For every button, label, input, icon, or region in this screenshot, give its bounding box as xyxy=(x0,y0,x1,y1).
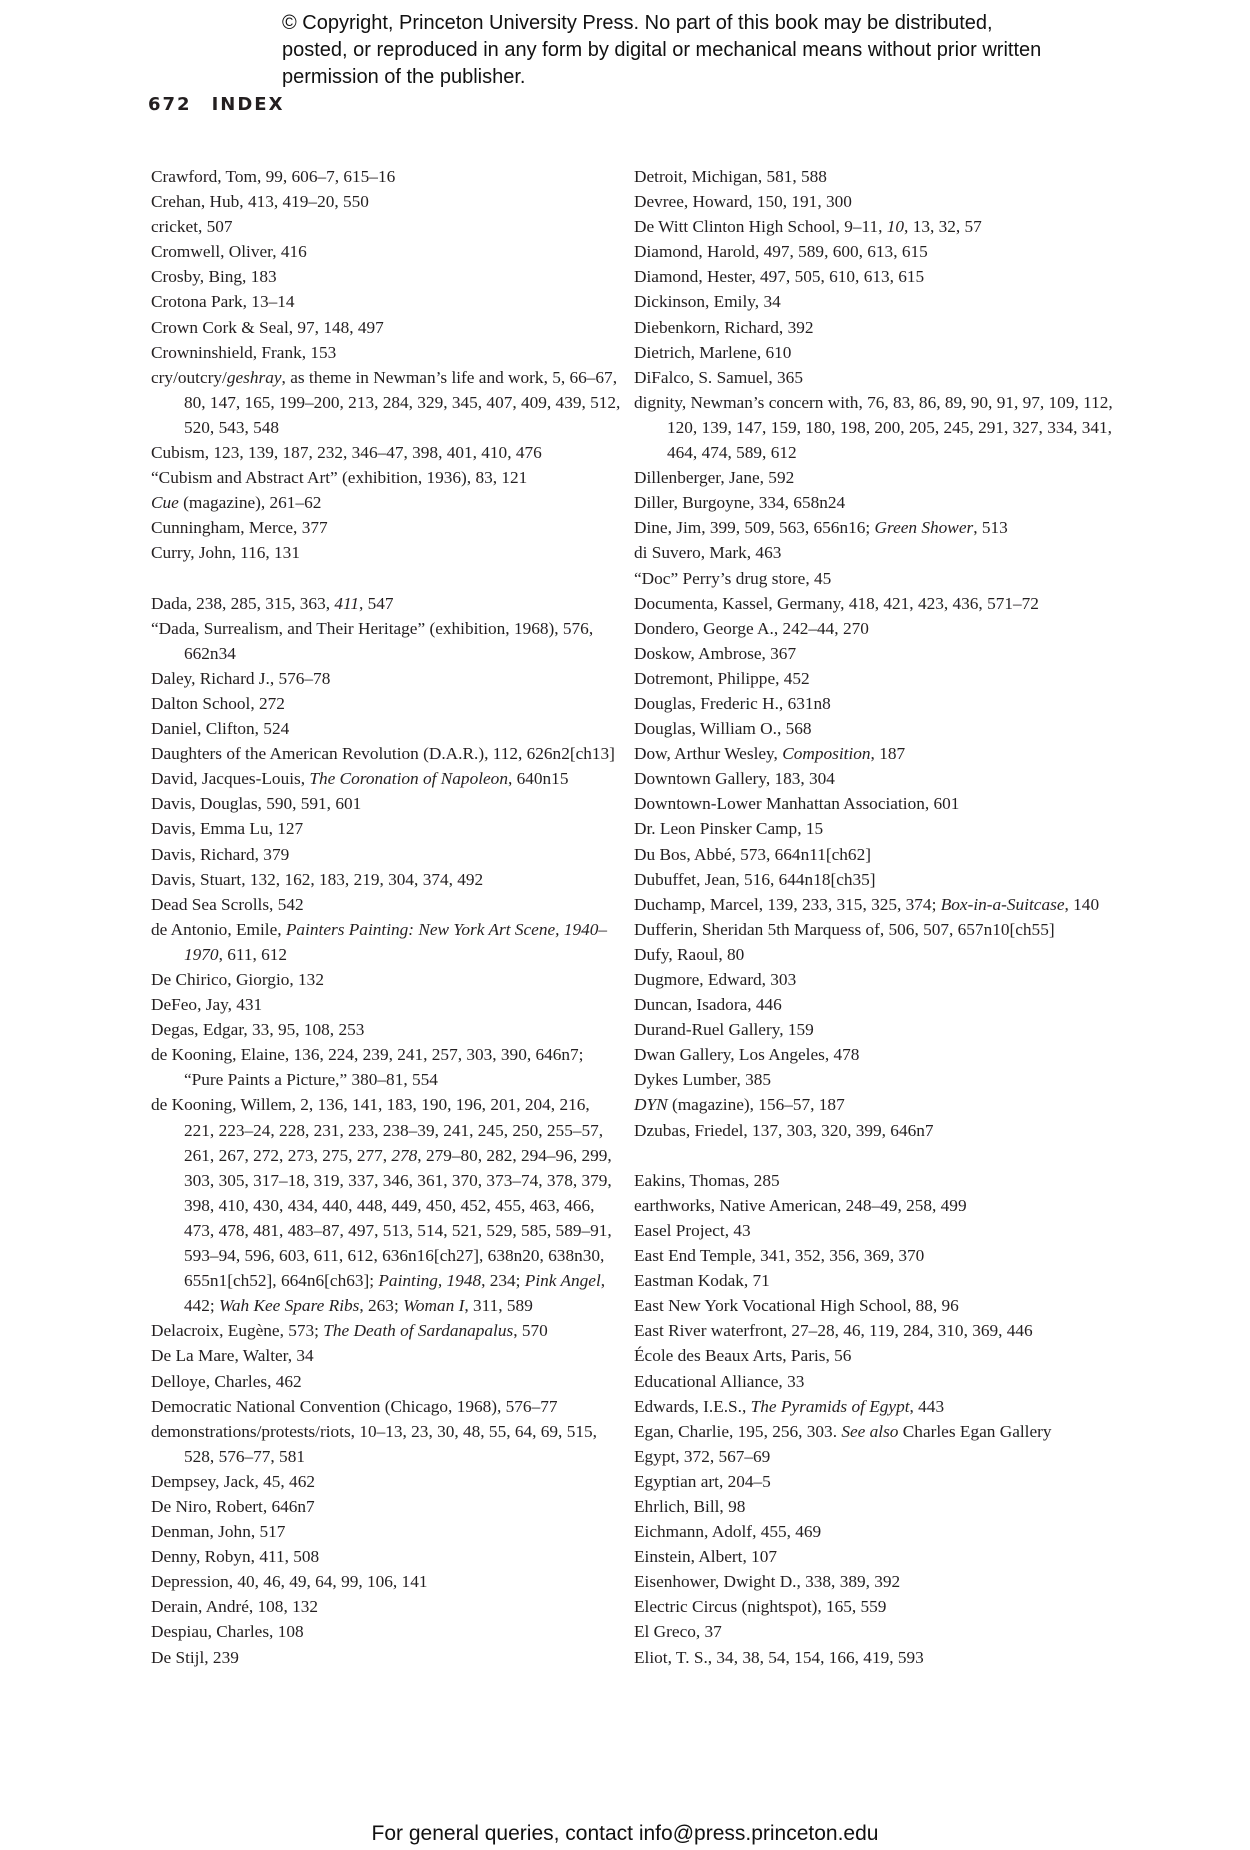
index-entry: Derain, André, 108, 132 xyxy=(151,1597,319,1617)
index-entry: Dietrich, Marlene, 610 xyxy=(634,342,792,362)
index-entry: de Antonio, Emile, Painters Painting: New York Art Scene, 1940–1970, 611, 612 xyxy=(151,919,608,964)
index-entry: Egypt, 372, 567–69 xyxy=(634,1446,771,1466)
index-entry: Crosby, Bing, 183 xyxy=(151,267,277,287)
index-entry: Cunningham, Merce, 377 xyxy=(151,518,328,538)
index-entry: Daniel, Clifton, 524 xyxy=(151,719,290,739)
running-title: INDEX xyxy=(211,94,285,115)
index-entry: Educational Alliance, 33 xyxy=(634,1371,805,1391)
index-entry: Diamond, Hester, 497, 505, 610, 613, 615 xyxy=(634,267,925,287)
index-entry: Ehrlich, Bill, 98 xyxy=(634,1496,746,1516)
index-entry: Crehan, Hub, 413, 419–20, 550 xyxy=(151,192,369,212)
index-entry: Documenta, Kassel, Germany, 418, 421, 423, 436, 571–72 xyxy=(634,593,1039,613)
index-entry: Durand-Ruel Gallery, 159 xyxy=(634,1020,814,1040)
letter-group-spacer xyxy=(151,566,621,591)
index-entry: Delacroix, Eugène, 573; The Death of Sardanapalus, 570 xyxy=(151,1321,548,1341)
index-entry: Dead Sea Scrolls, 542 xyxy=(151,894,304,914)
index-column-right xyxy=(634,164,1114,1670)
running-head xyxy=(148,94,284,115)
copyright-notice: © Copyright, Princeton University Press. No part of this book may be distributed, posted, or reproduced in any form by digital or mechanical means without prior written permission of the publisher. xyxy=(282,12,1042,88)
index-entry: École des Beaux Arts, Paris, 56 xyxy=(634,1346,852,1366)
index-entry: East New York Vocational High School, 88, 96 xyxy=(634,1296,959,1316)
index-entry: Duchamp, Marcel, 139, 233, 315, 325, 374; Box-in-a-Suitcase, 140 xyxy=(634,894,1100,914)
index-entry: Dwan Gallery, Los Angeles, 478 xyxy=(634,1045,860,1065)
index-entry: Dickinson, Emily, 34 xyxy=(634,292,781,312)
index-entry: De Niro, Robert, 646n7 xyxy=(151,1496,315,1516)
index-entry: Dugmore, Edward, 303 xyxy=(634,970,797,989)
index-entry: Edwards, I.E.S., The Pyramids of Egypt, 443 xyxy=(634,1396,945,1416)
index-entry: David, Jacques-Louis, The Coronation of Napoleon, 640n15 xyxy=(151,769,569,789)
index-entry: Downtown-Lower Manhattan Association, 601 xyxy=(634,794,960,814)
index-entry: Downtown Gallery, 183, 304 xyxy=(634,769,835,789)
index-entry: Dr. Leon Pinsker Camp, 15 xyxy=(634,819,824,839)
index-entry: East End Temple, 341, 352, 356, 369, 370 xyxy=(634,1246,925,1266)
index-entry: Dillenberger, Jane, 592 xyxy=(634,468,795,488)
index-entry: Devree, Howard, 150, 191, 300 xyxy=(634,192,852,212)
index-entry: Diamond, Harold, 497, 589, 600, 613, 615 xyxy=(634,242,928,262)
index-entry: Eliot, T. S., 34, 38, 54, 154, 166, 419, 593 xyxy=(634,1647,924,1667)
index-entry: dignity, Newman’s concern with, 76, 83, 86, 89, 90, 91, 97, 109, 112, 120, 139, 147, 159, 180, 198, 200, 205, 245, 291, 327, 334, 341, 464, 474, 589, 612 xyxy=(634,392,1113,463)
index-entry: Davis, Emma Lu, 127 xyxy=(151,819,304,839)
index-entry: Dykes Lumber, 385 xyxy=(634,1070,772,1090)
page-number: 672 xyxy=(148,94,192,115)
index-entry: Dine, Jim, 399, 509, 563, 656n16; Green Shower, 513 xyxy=(634,518,1008,538)
index-entry: Dempsey, Jack, 45, 462 xyxy=(151,1471,315,1491)
index-entry: De Witt Clinton High School, 9–11, 10, 13, 32, 57 xyxy=(634,217,982,237)
index-entry: de Kooning, Elaine, 136, 224, 239, 241, 257, 303, 390, 646n7; “Pure Paints a Picture,” 380–81, 554 xyxy=(151,1045,584,1090)
index-entry: Dufy, Raoul, 80 xyxy=(634,944,745,964)
index-entry: Detroit, Michigan, 581, 588 xyxy=(634,167,827,186)
index-entry: Dow, Arthur Wesley, Composition, 187 xyxy=(634,744,906,764)
index-entry: El Greco, 37 xyxy=(634,1622,722,1642)
index-entry: earthworks, Native American, 248–49, 258, 499 xyxy=(634,1195,967,1215)
index-entry: Denny, Robyn, 411, 508 xyxy=(151,1547,320,1567)
index-entry: Denman, John, 517 xyxy=(151,1522,286,1542)
index-entry: Eisenhower, Dwight D., 338, 389, 392 xyxy=(634,1572,901,1592)
index-entry: Egan, Charlie, 195, 256, 303. See also Charles Egan Gallery xyxy=(634,1421,1052,1441)
index-entry: Depression, 40, 46, 49, 64, 99, 106, 141 xyxy=(151,1572,428,1592)
letter-group-spacer xyxy=(634,1143,1114,1168)
index-entry: East River waterfront, 27–28, 46, 119, 284, 310, 369, 446 xyxy=(634,1321,1033,1341)
index-entry: Delloye, Charles, 462 xyxy=(151,1371,302,1391)
index-entry: cricket, 507 xyxy=(151,217,233,237)
index-entry: Crotona Park, 13–14 xyxy=(151,292,295,312)
index-entry: Cromwell, Oliver, 416 xyxy=(151,242,307,262)
index-entry: “Dada, Surrealism, and Their Heritage” (exhibition, 1968), 576, 662n34 xyxy=(151,618,594,663)
index-entry: Cue (magazine), 261–62 xyxy=(151,493,322,513)
index-entry: Despiau, Charles, 108 xyxy=(151,1622,304,1642)
index-entry: “Doc” Perry’s drug store, 45 xyxy=(634,568,832,588)
index-column-left xyxy=(151,164,621,1670)
index-entry: DiFalco, S. Samuel, 365 xyxy=(634,367,803,387)
index-entry: Diller, Burgoyne, 334, 658n24 xyxy=(634,493,846,513)
index-entry: Douglas, Frederic H., 631n8 xyxy=(634,693,831,713)
index-entry: DYN (magazine), 156–57, 187 xyxy=(634,1095,845,1115)
index-entry: Doskow, Ambrose, 367 xyxy=(634,643,797,663)
index-entry: Crawford, Tom, 99, 606–7, 615–16 xyxy=(151,167,396,186)
index-entry: di Suvero, Mark, 463 xyxy=(634,543,782,563)
index-entry: De La Mare, Walter, 34 xyxy=(151,1346,314,1366)
index-entry: Daughters of the American Revolution (D.A.R.), 112, 626n2[ch13] xyxy=(151,744,615,764)
footer-contact: For general queries, contact info@press.princeton.edu xyxy=(371,1822,879,1845)
index-entry: demonstrations/protests/riots, 10–13, 23, 30, 48, 55, 64, 69, 515, 528, 576–77, 581 xyxy=(151,1421,597,1466)
index-entry: Dzubas, Friedel, 137, 303, 320, 399, 646n7 xyxy=(634,1120,934,1140)
index-entry: Davis, Douglas, 590, 591, 601 xyxy=(151,794,362,814)
index-entry: Dubuffet, Jean, 516, 644n18[ch35] xyxy=(634,869,876,889)
index-entry: Easel Project, 43 xyxy=(634,1220,751,1240)
index-entry: De Stijl, 239 xyxy=(151,1647,239,1667)
index-entry: Electric Circus (nightspot), 165, 559 xyxy=(634,1597,887,1617)
index-entry: Democratic National Convention (Chicago, 1968), 576–77 xyxy=(151,1396,558,1416)
index-entry: DeFeo, Jay, 431 xyxy=(151,995,263,1015)
index-entry: Egyptian art, 204–5 xyxy=(634,1471,771,1491)
index-entry: de Kooning, Willem, 2, 136, 141, 183, 190, 196, 201, 204, 216, 221, 223–24, 228, 231, 233, 238–39, 241, 245, 250, 255–57, 261, 267, 272, 273, 275, 277, 278, 279–80, 282, 294–96, 299, 303, 305, 317–18, 319, 337, 346, 361, 370, 373–74, 378, 379, 398, 410, 430, 434, 440, 448, 449, 450, 452, 455, 463, 466, 473, 478, 481, 483–87, 497, 513, 514, 521, 529, 585, 589–91, 593–94, 596, 603, 611, 612, 636n16[ch27], 638n20, 638n30, 655n1[ch52], 664n6[ch63]; Painting, 1948, 234; Pink Angel, 442; Wah Kee Spare Ribs, 263; Woman I, 311, 589 xyxy=(151,1095,612,1316)
index-entry: Diebenkorn, Richard, 392 xyxy=(634,317,814,337)
index-entry: Dada, 238, 285, 315, 363, 411, 547 xyxy=(151,593,394,613)
index-entry: Dalton School, 272 xyxy=(151,693,285,713)
index-entry: cry/outcry/geshray, as theme in Newman’s life and work, 5, 66–67, 80, 147, 165, 199–200, 213, 284, 329, 345, 407, 409, 439, 512, 520, 543, 548 xyxy=(151,367,621,437)
index-entry: Curry, John, 116, 131 xyxy=(151,543,300,563)
index-entry: Davis, Stuart, 132, 162, 183, 219, 304, 374, 492 xyxy=(151,869,484,889)
index-entry: Crown Cork & Seal, 97, 148, 497 xyxy=(151,317,384,337)
index-entry: Dotremont, Philippe, 452 xyxy=(634,668,810,688)
index-entry: Duncan, Isadora, 446 xyxy=(634,995,782,1015)
index-entry: Einstein, Albert, 107 xyxy=(634,1547,778,1567)
index-entry: Cubism, 123, 139, 187, 232, 346–47, 398, 401, 410, 476 xyxy=(151,443,542,463)
index-entry: Davis, Richard, 379 xyxy=(151,844,290,864)
index-entry: Crowninshield, Frank, 153 xyxy=(151,342,337,362)
index-entry: De Chirico, Giorgio, 132 xyxy=(151,970,324,989)
index-entry: Eastman Kodak, 71 xyxy=(634,1271,770,1291)
index-entry: Douglas, William O., 568 xyxy=(634,719,812,739)
index-entry: Eichmann, Adolf, 455, 469 xyxy=(634,1522,822,1542)
index-entry: Degas, Edgar, 33, 95, 108, 253 xyxy=(151,1020,365,1040)
index-entry: “Cubism and Abstract Art” (exhibition, 1936), 83, 121 xyxy=(151,468,528,488)
index-entry: Eakins, Thomas, 285 xyxy=(634,1170,780,1190)
index-entry: Daley, Richard J., 576–78 xyxy=(151,668,331,688)
index-entry: Dondero, George A., 242–44, 270 xyxy=(634,618,869,638)
index-entry: Du Bos, Abbé, 573, 664n11[ch62] xyxy=(634,844,871,864)
index-entry: Dufferin, Sheridan 5th Marquess of, 506, 507, 657n10[ch55] xyxy=(634,919,1055,939)
